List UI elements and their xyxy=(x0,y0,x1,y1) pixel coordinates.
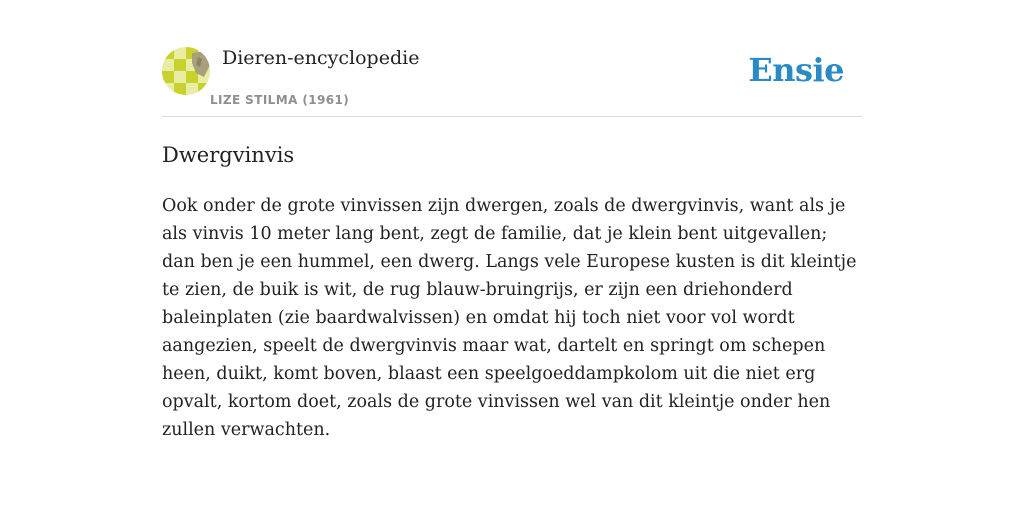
book-title[interactable]: Dieren-encyclopedie xyxy=(222,47,420,69)
entry-title: Dwergvinvis xyxy=(162,143,295,167)
entry-body: Ook onder de grote vinvissen zijn dwergen, zoals de dwergvinvis, want als je als vinvis 10 meter lang bent, zegt de familie, dat je klein bent uitgevallen; dan ben je een hummel, een dwerg. Langs vele Europese kusten is dit kleintje te zien, de buik is wit, de rug blauw-bruingrijs, er zijn een driehonderd baleinplaten (zie baardwalvissen) en omdat hij toch niet voor vol wordt aangezien, speelt de dwergvinvis maar wat, dartelt en springt om schepen heen, duikt, komt boven, blaast een speelgoeddampkolom uit die niet erg opvalt, kortom doet, zoals de grote vinvissen wel van dit kleintje onder hen zullen verwachten. xyxy=(162,196,857,440)
book-cover-avatar[interactable] xyxy=(162,47,210,95)
author-label: LIZE STILMA (1961) xyxy=(210,93,350,107)
header xyxy=(162,46,862,117)
ensie-logo-link[interactable]: Ensie xyxy=(748,51,844,89)
book-cover-image xyxy=(162,47,210,95)
